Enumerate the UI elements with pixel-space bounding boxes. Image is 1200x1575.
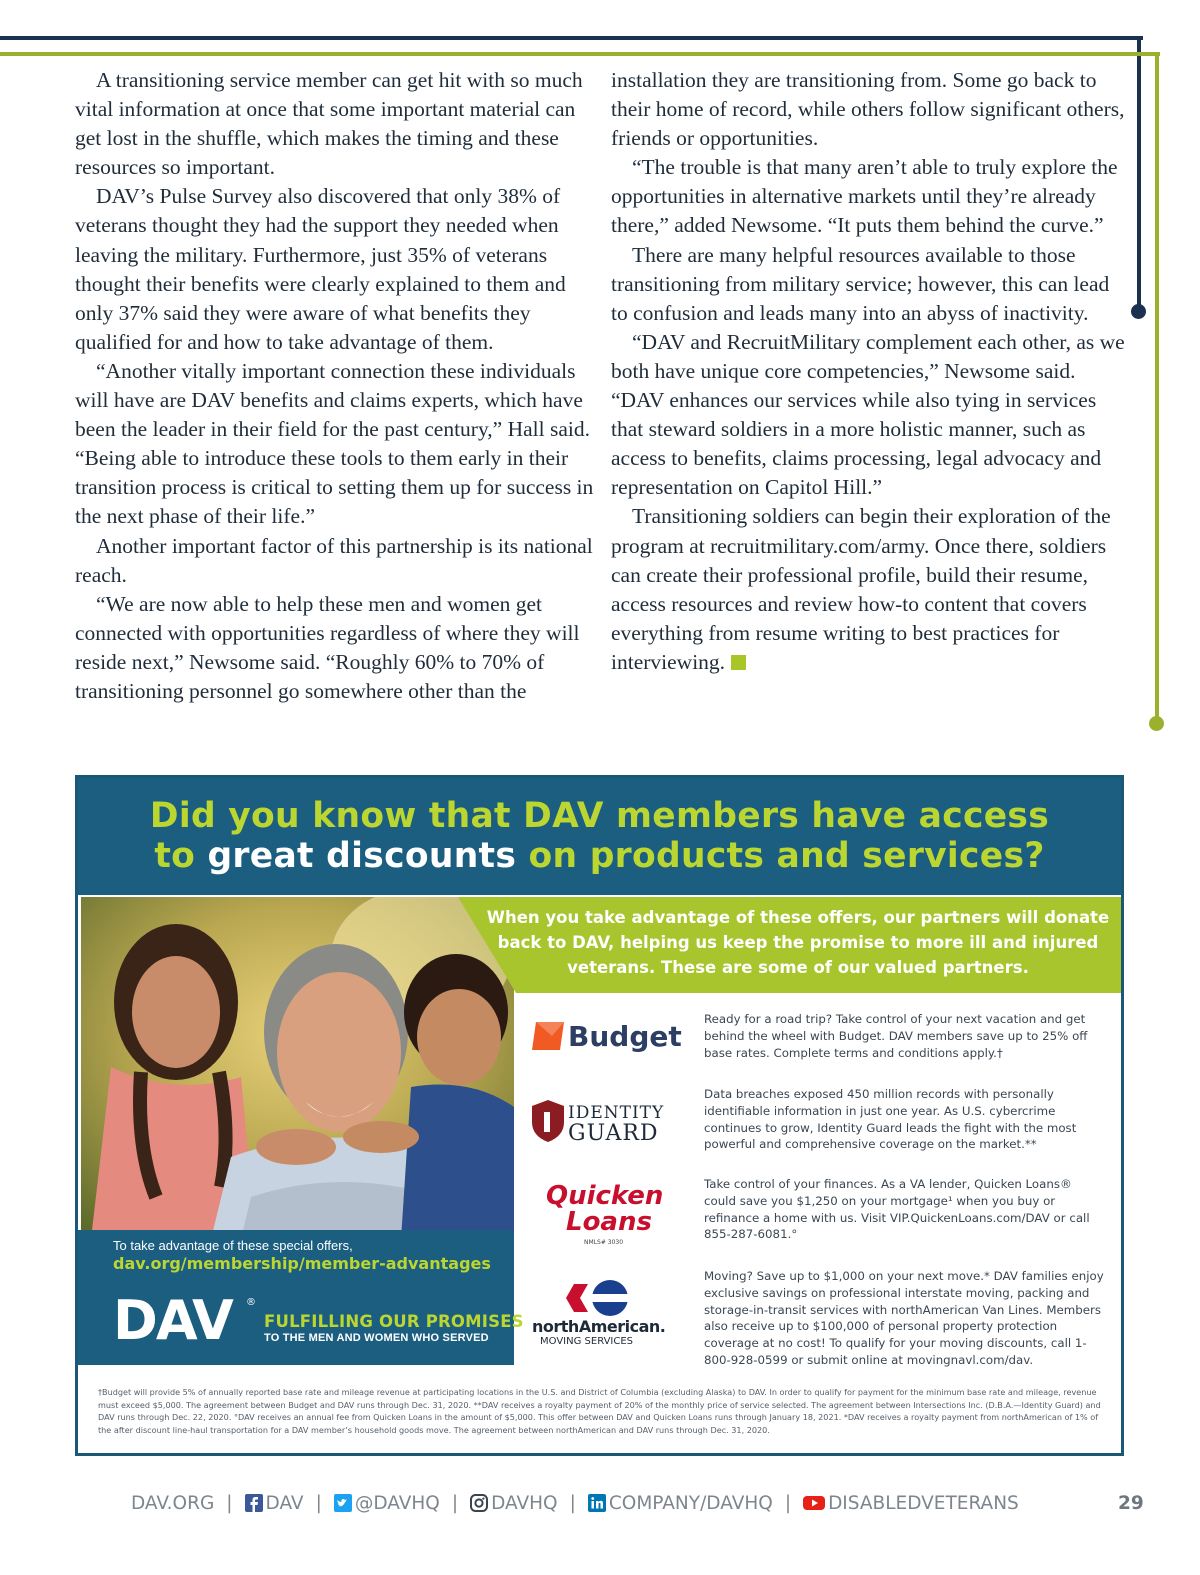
- instagram-icon: [470, 1494, 488, 1512]
- ad-headline-line2: [78, 836, 1121, 876]
- identity-guard-logo-mark: [530, 1096, 688, 1144]
- ad-footnotes: †Budget will provide 5% of annually reported base rate and mileage revenue at participating locations in the U.S. and District of Columbia (excluding Alaska) to DAV. In order to qualify for payment for the minimum base rate and mileage, revenue must exceed $5,000. The agreement between Budget and DAV runs through Dec. 31, 2020. **DAV receives a royalty payment of 20% of the monthly price of service selected. The agreement between Intersections Inc. (D.B.A.—Identity Guard) and DAV runs through Dec. 22, 2020. °DAV receives an annual fee from Quicken Loans in the amount of $5,000. This offer between DAV and Quicken Loans runs through January 18, 2021. *DAV receives a royalty payment from northAmerican of 1% of the after discount line-haul transportation for a DAV member’s household goods move. The agreement between northAmerican and DAV runs through Dec. 31, 2020.: [98, 1387, 1101, 1435]
- footer-separator: |: [451, 1493, 459, 1514]
- facebook-handle[interactable]: DAV: [265, 1493, 304, 1514]
- green-side-rule: [1155, 52, 1159, 722]
- ad-headline-band: [78, 778, 1121, 895]
- family-photo: [81, 897, 514, 1239]
- article-paragraph: DAV’s Pulse Survey also discovered that only 38% of veterans thought they had the support they needed when leaving the military. Furthermore, just 35% of veterans thought their benefits were clearly explained to them and only 37% said they were aware of what benefits they qualified for and how to take advantage of them.: [75, 184, 566, 354]
- donation-banner-text: When you take advantage of these offers, our partners will donate back to DAV, helping us keep the promise to more ill and injured veterans. These are some of our valued partners.: [486, 908, 1110, 977]
- dav-logo: [113, 1293, 258, 1348]
- identity-guard-logo[interactable]: [530, 1096, 688, 1156]
- page-footer: [131, 1493, 1019, 1514]
- quicken-loans-logo-mark: [530, 1178, 688, 1250]
- identity-guard-line1: IDENTITY: [568, 1103, 665, 1123]
- youtube-icon: [803, 1494, 825, 1512]
- quicken-loans-logo[interactable]: [530, 1178, 688, 1250]
- identity-guard-offer-text: Data breaches exposed 450 million records with personally identifiable information in just one year. As U.S. cybercrime continues to grow, Identity Guard leads the fight with the most powerful and comprehensive coverage on the market.**: [704, 1087, 1077, 1152]
- article-paragraph: [611, 502, 1131, 677]
- footer-separator: |: [315, 1493, 322, 1514]
- headline-highlight: great discounts: [207, 836, 517, 876]
- youtube-handle[interactable]: DISABLEDVETERANS: [828, 1493, 1019, 1514]
- identity-guard-line2: GUARD: [568, 1121, 659, 1144]
- dav-logo-mark: [113, 1293, 258, 1343]
- quicken-line2: Loans: [566, 1207, 652, 1237]
- facebook-icon: [245, 1494, 263, 1512]
- article-paragraph: “Another vitally important connection these individuals will have are DAV benefits and claims experts, which have been the leader in their field for the past century,” Hall said. “Being able to introduce these tools to them early in their transition process is critical to setting them up for success in the next phase of their life.”: [75, 358, 594, 529]
- twitter-handle[interactable]: @DAVHQ: [354, 1493, 440, 1514]
- footer-separator: |: [784, 1493, 792, 1514]
- ad-headline-line1: Did you know that DAV members have access: [149, 796, 1050, 836]
- article-paragraph: Another important factor of this partnership is its national reach.: [75, 533, 593, 587]
- north-american-logo[interactable]: [530, 1278, 688, 1348]
- instagram-handle[interactable]: DAVHQ: [491, 1493, 558, 1514]
- north-american-line2: MOVING SERVICES: [540, 1336, 634, 1347]
- green-rule-dot: [1149, 716, 1164, 731]
- article-paragraph: There are many helpful resources available to those transitioning from military service; however, this can lead to confusion and leads many into an abyss of inactivity.: [611, 242, 1110, 325]
- quicken-loans-offer-text: Take control of your finances. As a VA lender, Quicken Loans® could save you $1,250 on your mortgage¹ when you buy or refinance a home with us. Visit VIP.QuickenLoans.com/DAV or call 855-287-6081.°: [704, 1177, 1090, 1242]
- budget-logo[interactable]: [530, 1012, 688, 1072]
- member-advantages-link[interactable]: dav.org/membership/member-advantages: [113, 1254, 491, 1273]
- navy-top-rule: [0, 36, 1143, 40]
- navy-rule-dot: [1131, 304, 1146, 319]
- linkedin-handle[interactable]: COMPANY/DAVHQ: [608, 1493, 773, 1514]
- article-paragraph: installation they are transitioning from. Some go back to their home of record, while others follow significant others, friends or opportunities.: [611, 68, 1125, 151]
- article-paragraph: “We are now able to help these men and women get connected with opportunities regardless of where they will reside next,” Newsome said. “Roughly 60% to 70% of transitioning personnel go somewhere other than the: [75, 591, 580, 703]
- north-american-line1: northAmerican.: [532, 1317, 666, 1336]
- offer-text: To take advantage of these special offers,: [113, 1238, 353, 1253]
- footer-separator: |: [226, 1493, 233, 1514]
- site-link[interactable]: DAV.ORG: [131, 1493, 215, 1514]
- footer-separator: |: [569, 1493, 576, 1514]
- registered-mark: ®: [246, 1297, 256, 1308]
- article-paragraph: “The trouble is that many aren’t able to truly explore the opportunities in alternative markets until they’re already there,” added Newsome. “It puts them behind the curve.”: [611, 155, 1118, 238]
- green-top-rule: [0, 52, 1160, 56]
- member-discounts-ad: [75, 775, 1124, 1456]
- headline-part: to: [154, 836, 208, 876]
- headline-part: on products and services?: [516, 836, 1045, 876]
- north-american-offer-text: Moving? Save up to $1,000 on your next move.* DAV families enjoy exclusive savings on professional interstate moving, packing and storage-in-transit services with northAmerican Van Lines. Members also receive up to $100,000 of personal property protection coverage at no cost! To qualify for your moving discounts, call 1-800-928-0599 or submit online at movingnavl.com/dav.: [704, 1269, 1104, 1367]
- quicken-line1: Quicken: [546, 1181, 664, 1211]
- linkedin-icon: [588, 1494, 606, 1512]
- quicken-nmls: NMLS# 3030: [584, 1239, 624, 1246]
- tagline-secondary: TO THE MEN AND WOMEN WHO SERVED: [264, 1332, 489, 1344]
- twitter-icon: [334, 1494, 352, 1512]
- article-paragraph-text: Transitioning soldiers can begin their exploration of the program at recruitmilitary.com/army. Once there, soldiers can create their professional profile, build their resume, access resources and review how-to content that covers everything from resume writing to best practices for interviewing.: [611, 504, 1111, 674]
- navy-side-rule: [1137, 36, 1141, 312]
- end-of-article-mark: [731, 655, 746, 670]
- budget-logo-text: Budget: [568, 1020, 682, 1053]
- article-column-left: [75, 66, 595, 706]
- family-photo-illustration: [81, 897, 514, 1239]
- dav-logo-text: DAV: [113, 1293, 232, 1343]
- article-paragraph: A transitioning service member can get hit with so much vital information at once that some important material can get lost in the shuffle, which makes the timing and these resources so important.: [75, 68, 583, 180]
- budget-offer-text: Ready for a road trip? Take control of your next vacation and get behind the wheel with Budget. DAV members save up to 25% off base rates. Complete terms and conditions apply.†: [704, 1012, 1088, 1060]
- page-number: 29: [1118, 1493, 1144, 1514]
- article-column-right: [611, 66, 1131, 677]
- article-paragraph: “DAV and RecruitMilitary complement each other, as we both have unique core competencies,” Newsome said. “DAV enhances our services while also tying in services that steward soldiers in a more holistic manner, such as access to benefits, claims processing, legal advocacy and representation on Capitol Hill.”: [611, 329, 1125, 500]
- north-american-logo-mark: [530, 1278, 688, 1348]
- tagline-primary: FULFILLING OUR PROMISES: [264, 1312, 524, 1331]
- budget-logo-mark: [530, 1012, 688, 1056]
